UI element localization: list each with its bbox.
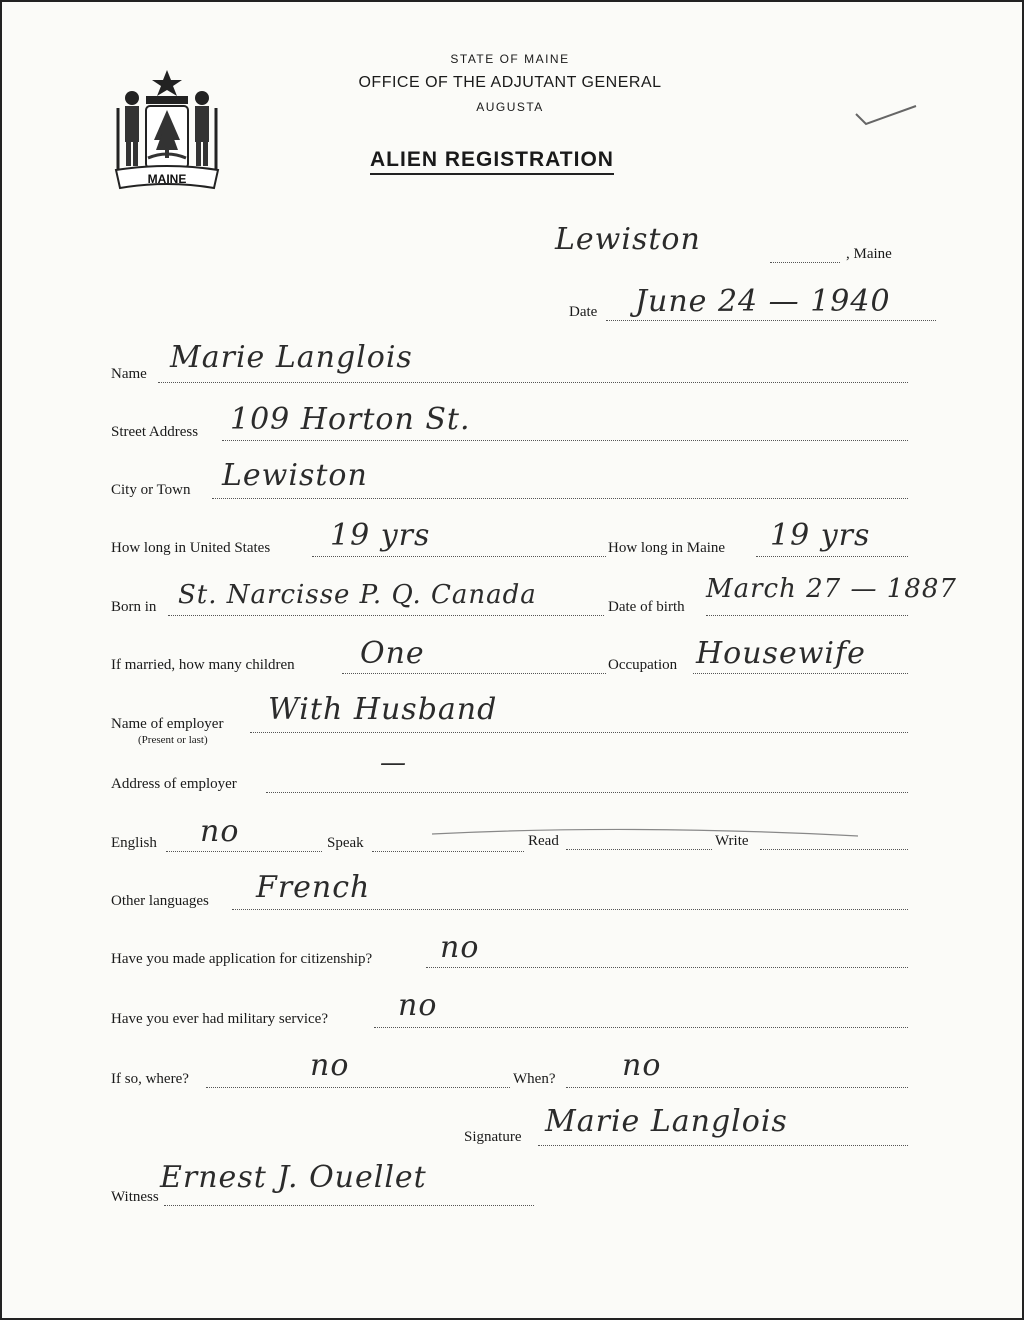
name-value[interactable]: Marie Langlois: [170, 340, 413, 375]
checkmark-icon: [852, 100, 922, 130]
citizenship-label: Have you made application for citizenship?: [111, 951, 373, 967]
dob-line: [706, 615, 908, 616]
employer-note: (Present or last): [138, 734, 208, 746]
when-line: [566, 1087, 908, 1088]
stray-pen-line: [430, 822, 860, 842]
english-line: [166, 851, 322, 852]
street-label: Street Address: [111, 424, 199, 440]
employer-line: [250, 732, 908, 733]
occupation-value[interactable]: Housewife: [696, 636, 866, 671]
born-in-line: [168, 615, 604, 616]
title-wrap: [370, 148, 614, 172]
name-line: [158, 382, 908, 383]
dob-value[interactable]: March 27 — 1887: [706, 574, 957, 604]
born-in-value[interactable]: St. Narcisse P. Q. Canada: [178, 580, 537, 610]
children-value[interactable]: One: [360, 636, 425, 671]
how-long-maine-label: How long in Maine: [608, 540, 726, 556]
date-value[interactable]: June 24 — 1940: [635, 284, 891, 319]
citizenship-value[interactable]: no: [440, 930, 480, 965]
children-label: If married, how many children: [111, 657, 295, 673]
military-line: [374, 1027, 908, 1028]
employer-value[interactable]: With Husband: [268, 692, 498, 727]
write-label: Write: [715, 833, 749, 849]
how-long-maine-value[interactable]: 19 yrs: [770, 518, 871, 553]
how-long-maine-line: [756, 556, 908, 557]
maine-suffix: , Maine: [846, 246, 892, 262]
signature-label: Signature: [464, 1129, 522, 1145]
town-value[interactable]: Lewiston: [555, 222, 701, 257]
write-line: [760, 849, 908, 850]
street-value[interactable]: 109 Horton St.: [230, 402, 471, 437]
city-line: [212, 498, 908, 499]
military-label: Have you ever had military service?: [111, 1011, 328, 1027]
born-in-label: Born in: [111, 599, 157, 615]
street-line: [222, 440, 908, 441]
state-seal-icon: [110, 66, 225, 194]
military-value[interactable]: no: [398, 988, 438, 1023]
other-languages-label: Other languages: [111, 893, 209, 909]
form-title: ALIEN REGISTRATION: [370, 148, 614, 175]
seal-banner-text: MAINE: [147, 172, 187, 186]
city-label: City or Town: [111, 482, 191, 498]
when-label: When?: [513, 1071, 556, 1087]
english-label: English: [111, 835, 157, 851]
read-line: [566, 849, 712, 850]
state-heading: STATE OF MAINE: [450, 52, 570, 66]
city-heading: AUGUSTA: [476, 100, 544, 114]
employer-label: Name of employer: [111, 716, 224, 732]
occupation-label: Occupation: [608, 657, 678, 673]
witness-label: Witness: [111, 1189, 159, 1205]
town-line: [770, 262, 840, 263]
employer-address-value[interactable]: —: [380, 748, 407, 778]
office-heading: OFFICE OF THE ADJUTANT GENERAL: [358, 74, 662, 91]
witness-line: [164, 1205, 534, 1206]
read-label: Read: [528, 833, 559, 849]
name-label: Name: [111, 366, 147, 382]
signature-line: [538, 1145, 908, 1146]
children-line: [342, 673, 606, 674]
how-long-us-value[interactable]: 19 yrs: [330, 518, 431, 553]
where-value[interactable]: no: [310, 1048, 350, 1083]
speak-line: [372, 851, 524, 852]
when-value[interactable]: no: [622, 1048, 662, 1083]
city-value[interactable]: Lewiston: [222, 458, 368, 493]
date-line: [606, 320, 936, 321]
witness-value[interactable]: Ernest J. Ouellet: [160, 1160, 427, 1195]
how-long-us-line: [312, 556, 606, 557]
signature-value[interactable]: Marie Langlois: [545, 1104, 788, 1139]
speak-label: Speak: [327, 835, 364, 851]
where-label: If so, where?: [111, 1071, 189, 1087]
employer-address-line: [266, 792, 908, 793]
dob-label: Date of birth: [608, 599, 685, 615]
occupation-line: [693, 673, 908, 674]
where-line: [206, 1087, 510, 1088]
how-long-us-label: How long in United States: [111, 540, 271, 556]
citizenship-line: [426, 967, 908, 968]
other-languages-line: [232, 909, 908, 910]
date-label: Date: [569, 304, 598, 320]
english-value[interactable]: no: [200, 814, 240, 849]
employer-address-label: Address of employer: [111, 776, 237, 792]
other-languages-value[interactable]: French: [256, 870, 371, 905]
